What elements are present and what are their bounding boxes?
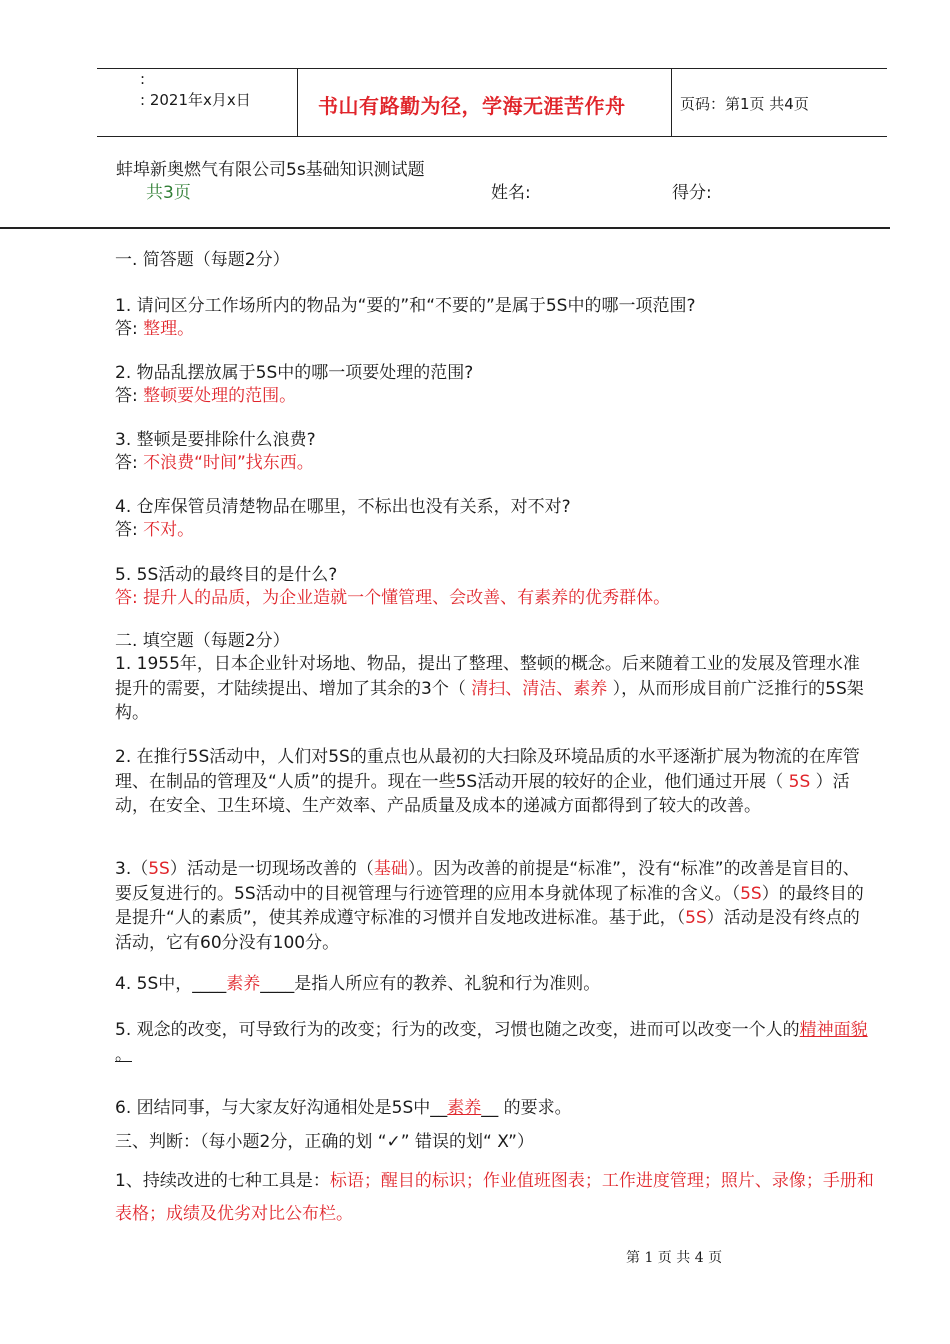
s1-question-5: 5. 5S活动的最终目的是什么? bbox=[115, 565, 338, 585]
text: 5. 观念的改变，可导致行为的改变；行为的改变，习惯也随之改变，进而可以改变一个人的 bbox=[115, 1020, 800, 1040]
name-label: 姓名: bbox=[491, 183, 531, 203]
text: 1、持续改进的七种工具是： bbox=[115, 1171, 330, 1191]
answer-prefix: 答: bbox=[115, 588, 138, 608]
page-footer: 第 1 页 共 4 页 bbox=[626, 1250, 723, 1266]
header-motto: 书山有路勤为径，学海无涯苦作舟 bbox=[318, 94, 626, 118]
answer-prefix: 答: bbox=[115, 520, 138, 540]
fill-answer: 素养 bbox=[226, 974, 261, 994]
text: ）活动是一切现场改善的（ bbox=[169, 859, 374, 879]
doc-title: 蚌埠新奥燃气有限公司5s基础知识测试题 bbox=[116, 160, 425, 180]
fill-answer: 精神面貌 bbox=[799, 1020, 868, 1040]
text: ）。因为改善的前提是“标准”，没有“标准”的改善是盲目的、要反复进行的。5S活动中的目视管理与行迹管理的应用本身就体现了标准的含义。（ bbox=[115, 859, 860, 904]
fill-answer: 5S bbox=[685, 908, 707, 928]
header-colon: : bbox=[140, 70, 146, 88]
fill-answer: 5S bbox=[788, 771, 811, 792]
header-divider-2 bbox=[671, 68, 672, 136]
fill-answer: 5S bbox=[148, 859, 170, 879]
s1-question-3: 3. 整顿是要排除什么浪费? bbox=[115, 430, 316, 450]
s1-answer-5 bbox=[115, 586, 670, 610]
answer-prefix: 答: bbox=[115, 386, 138, 406]
s2-item-4 bbox=[115, 972, 875, 997]
text: 4. 5S中，____ bbox=[115, 974, 227, 994]
text: ____是指人所应有的教养、礼貌和行为准则。 bbox=[260, 974, 601, 994]
answer-prefix: 答: bbox=[115, 453, 138, 473]
text: ）的最终目的是提升“人的素质”，使其养成遵守标准的习惯并自发地改进标准。基于此，（ bbox=[115, 883, 864, 928]
fill-answer: 5S bbox=[740, 883, 762, 904]
title-rule bbox=[0, 227, 890, 229]
answer-prefix: 答: bbox=[115, 319, 138, 339]
fill-answer: 清扫、清洁、素养 bbox=[471, 678, 608, 699]
s2-item-2 bbox=[115, 745, 875, 819]
header-top-rule bbox=[97, 68, 887, 69]
text: ）活动是没有终点的活动，它有60分没有100分。 bbox=[115, 908, 860, 953]
answer-text: 不浪费“时间”找东西。 bbox=[143, 453, 314, 473]
s1-answer-1 bbox=[115, 317, 194, 341]
s1-answer-2 bbox=[115, 384, 296, 408]
s2-item-3 bbox=[115, 857, 875, 955]
header-divider-1 bbox=[297, 68, 298, 136]
fill-answer: 基础 bbox=[373, 859, 408, 879]
doc-total-pages: 共3页 bbox=[146, 183, 191, 203]
section-2-heading: 二. 填空题（每题2分） bbox=[115, 631, 290, 651]
header-page-info: 页码：第1页 共4页 bbox=[680, 95, 809, 113]
fill-answer: 素养 bbox=[447, 1098, 482, 1118]
s3-item-1 bbox=[115, 1165, 875, 1231]
s1-answer-3 bbox=[115, 451, 314, 475]
header-bottom-rule bbox=[97, 136, 887, 137]
text: 6. 团结同事，与大家友好沟通相处是5S中__ bbox=[115, 1098, 448, 1118]
header-date: : 2021年x月x日 bbox=[140, 91, 251, 109]
s1-answer-4 bbox=[115, 518, 194, 542]
score-label: 得分: bbox=[672, 183, 712, 203]
s1-question-1: 1. 请问区分工作场所内的物品为“要的”和“不要的”是属于5S中的哪一项范围? bbox=[115, 296, 696, 316]
text: 1. 1955年，日本企业针对场地、物品，提出了整理、整顿的概念。后来随着工业的发展及管理水准提升的需要，才陆续提出、增加了其余的3个（ bbox=[115, 654, 860, 699]
text: ）活动，在安全、卫生环境、生产效率、产品质量及成本的递减方面都得到了较大的改善。 bbox=[115, 771, 850, 816]
answer-text: 整顿要处理的范围。 bbox=[143, 386, 297, 406]
s1-question-2: 2. 物品乱摆放属于5S中的哪一项要处理的范围? bbox=[115, 363, 474, 383]
answer-text: 整理。 bbox=[143, 319, 195, 339]
judge-answer: 标语；醒目的标识；作业值班图表；工作进度管理；照片、录像；手册和表格；成绩及优劣对比公布栏。 bbox=[115, 1171, 874, 1224]
section-3-heading: 三、判断：（每小题2分，正确的划 “✓” 错误的划“ X”） bbox=[115, 1132, 534, 1152]
text: ），从而形成目前广泛推行的5S架构。 bbox=[115, 678, 864, 723]
text: 2. 在推行5S活动中，人们对5S的重点也从最初的大扫除及环境品质的水平逐渐扩展为物流的在库管理、在制品的管理及“人质”的提升。现在一些5S活动开展的较好的企业，他们通过开展（ bbox=[115, 747, 860, 792]
section-1-heading: 一. 简答题（每题2分） bbox=[115, 250, 290, 270]
s2-item-6 bbox=[115, 1096, 875, 1121]
answer-text: 提升人的品质，为企业造就一个懂管理、会改善、有素养的优秀群体。 bbox=[143, 588, 671, 608]
s2-item-5 bbox=[115, 1018, 875, 1067]
text: 3.（ bbox=[115, 859, 149, 879]
s2-item-1 bbox=[115, 652, 875, 726]
text: 。 bbox=[115, 1044, 132, 1065]
answer-text: 不对。 bbox=[143, 520, 195, 540]
s1-question-4: 4. 仓库保管员清楚物品在哪里，不标出也没有关系，对不对? bbox=[115, 497, 571, 517]
text: __ 的要求。 bbox=[481, 1098, 572, 1118]
